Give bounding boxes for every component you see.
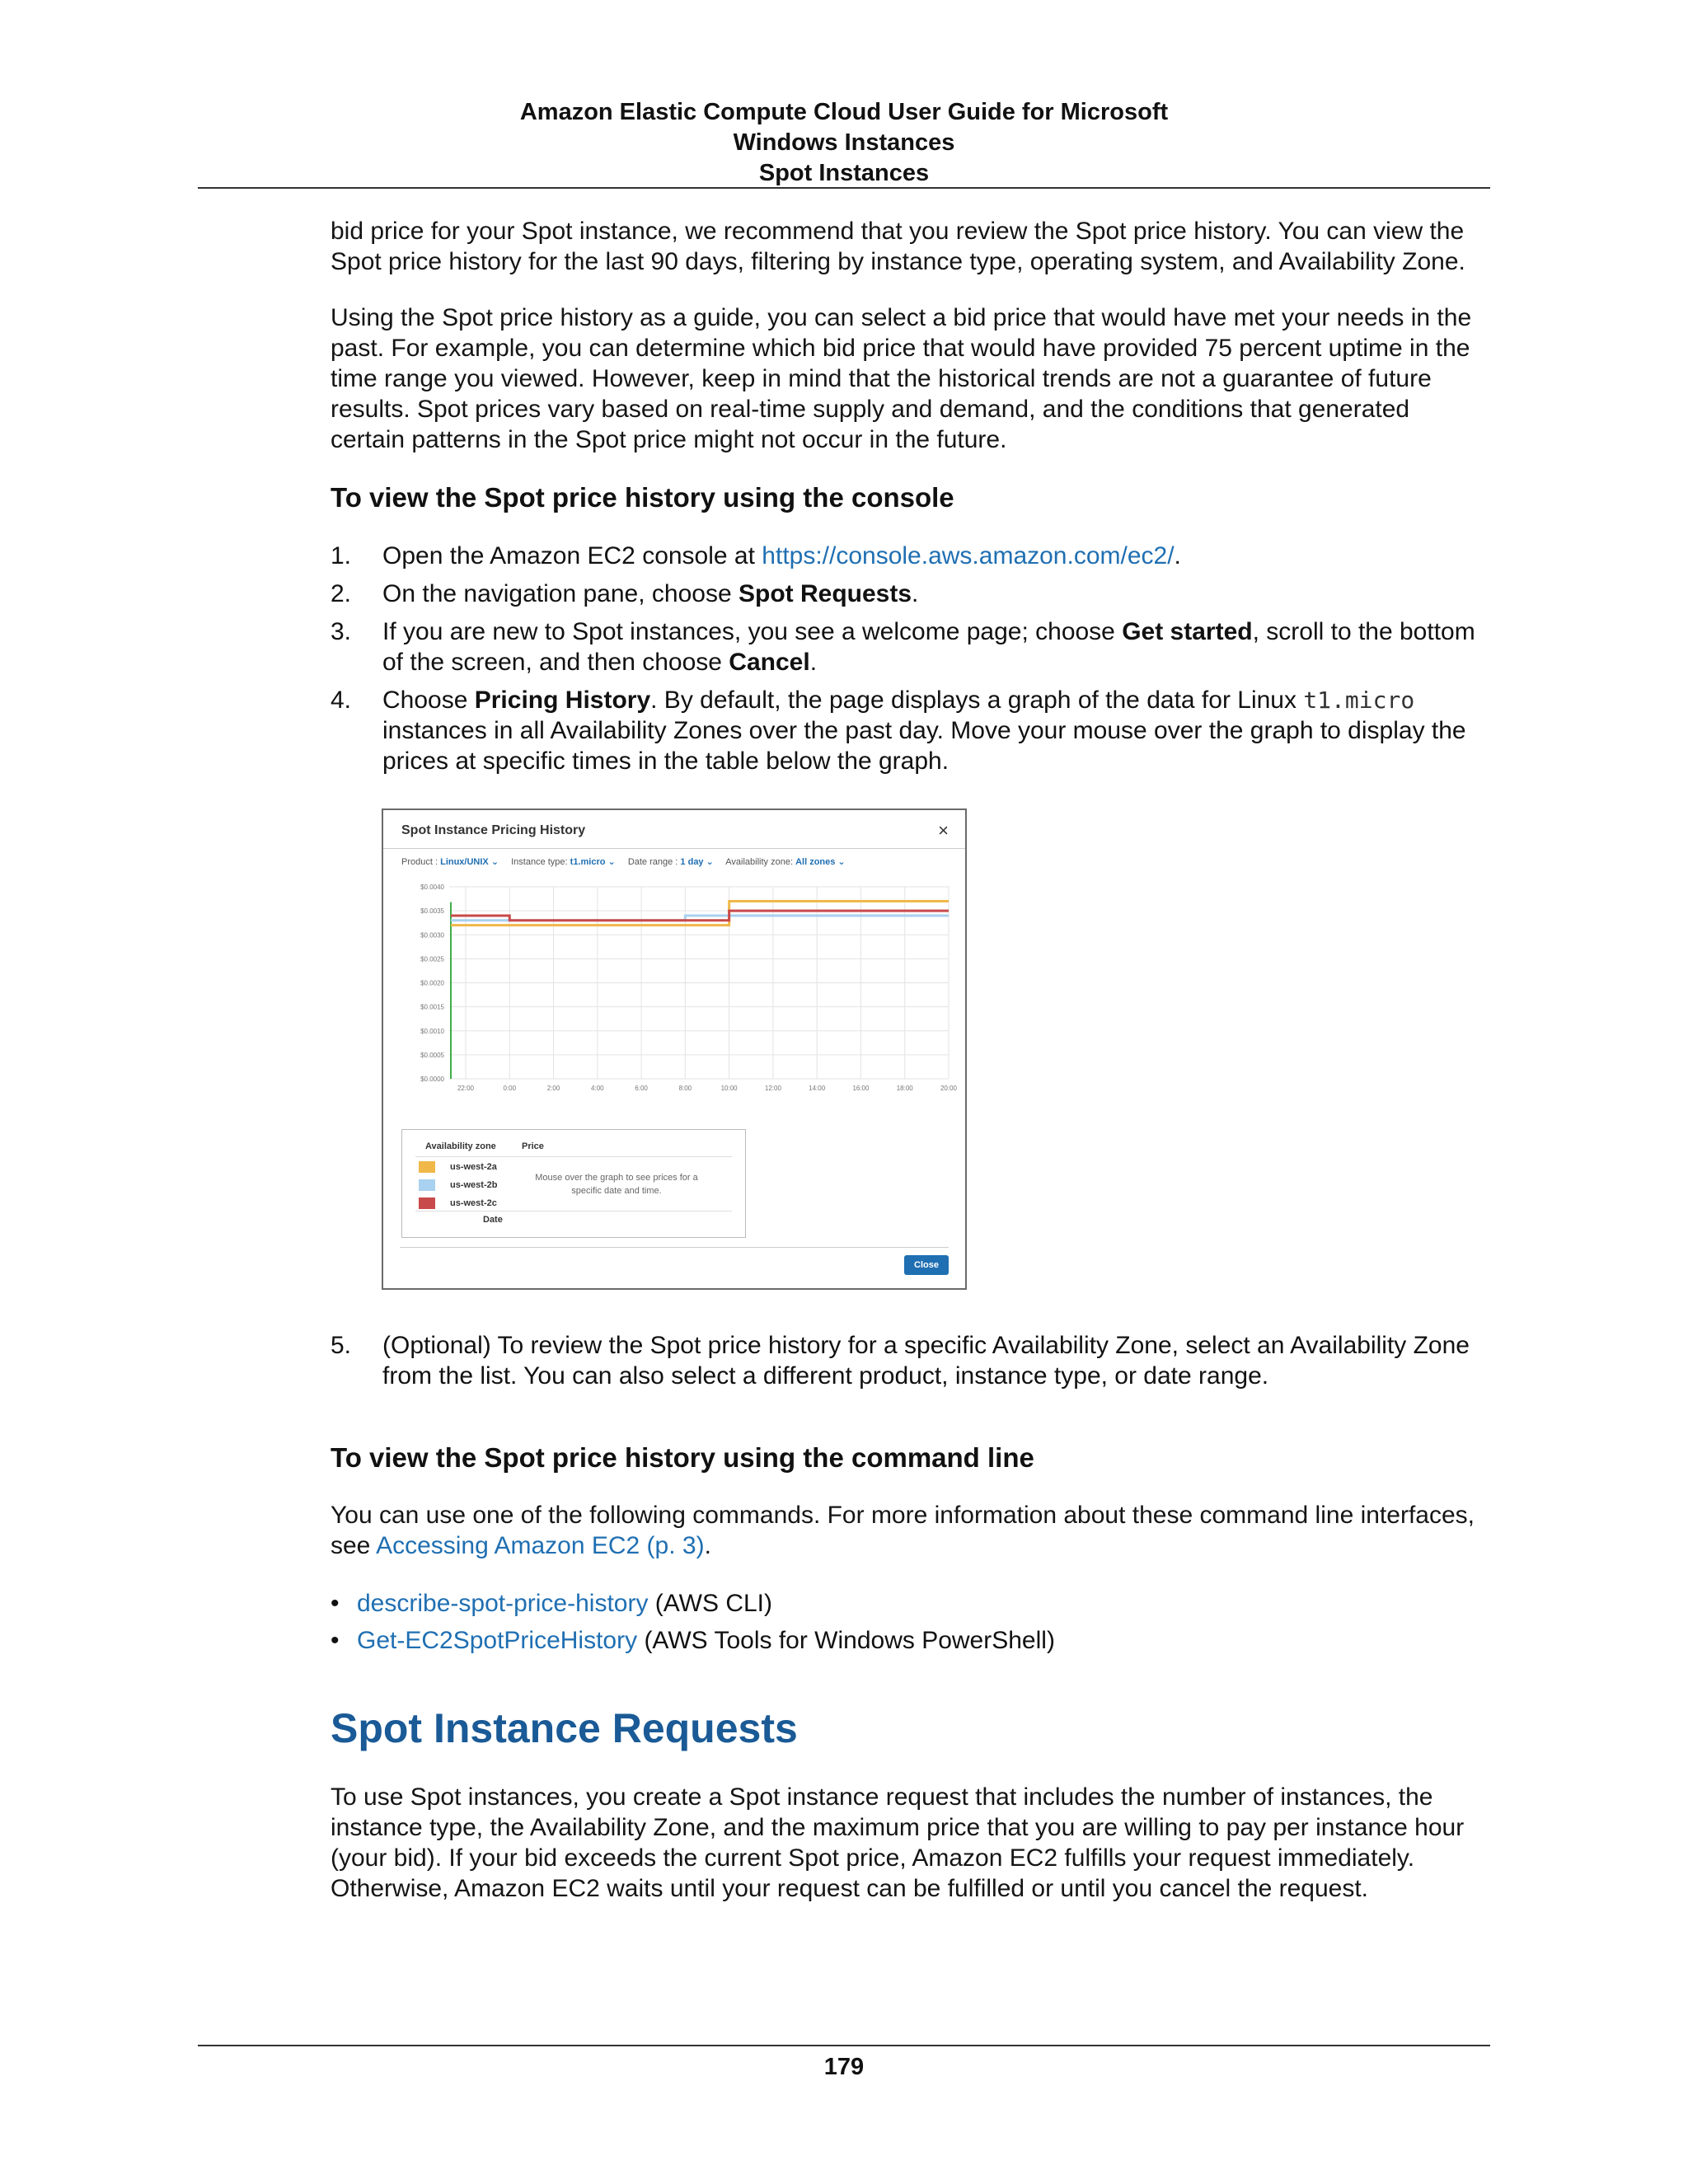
x-tick-label: 10:00 — [720, 1085, 738, 1092]
x-tick-label: 20:00 — [940, 1085, 958, 1092]
price-legend-table — [401, 1129, 746, 1238]
date-range-select[interactable]: 1 day ⌄ — [680, 857, 714, 867]
spot-requests-paragraph: To use Spot instances, you create a Spot instance request that includes the number of instances, the instance type, the Availability Zone, and the maximum price that you are willing to pay per instance hour (your bid). If your bid exceeds the current Spot price, Amazon EC2 fulfills your request immediately. Otherwise, Amazon EC2 waits until your request can be fulfilled or until you cancel the request. — [331, 1783, 1465, 1902]
x-tick-label: 12:00 — [764, 1085, 781, 1092]
step-3-number: 3. — [331, 618, 352, 645]
step-5-number: 5. — [331, 1332, 352, 1359]
legend-zone-us-west-2a: us-west-2a — [450, 1162, 497, 1172]
bullet-dot: • — [331, 1627, 340, 1654]
intro-paragraph-2: Using the Spot price history as a guide, you can select a bid price that would have met your needs in the past. For example, you can determine which bid price that would have provided 75 percent uptime in the time range you viewed. However, keep in mind that the historical trends are not a guarantee of future results. Spot prices vary based on real-time supply and demand, and the conditions that generated certain patterns in the Spot price might not occur in the future. — [331, 304, 1472, 453]
legend-hint-text: Mouse over the graph to see prices for a specific date and time. — [535, 1173, 698, 1196]
cli-bullet-2-text: (AWS Tools for Windows PowerShell) — [637, 1627, 1055, 1654]
step-4-code: t1.micro — [1303, 687, 1415, 714]
running-header — [0, 97, 1688, 189]
cli-section-heading: To view the Spot price history using the command line — [331, 1442, 1034, 1473]
step-1-number: 1. — [331, 542, 352, 569]
cli-intro-text: You can use one of the following commands. For more information about these command line interfaces, see — [331, 1502, 1475, 1559]
step-1-post: . — [1174, 542, 1181, 569]
get-ec2spotpricehistory-link[interactable]: Get-EC2SpotPriceHistory — [357, 1627, 638, 1654]
step-2-number: 2. — [331, 580, 352, 607]
cli-bullet-1-text: (AWS CLI) — [648, 1590, 773, 1617]
step-4-mid: . By default, the page displays a graph of the data for Linux — [650, 687, 1304, 714]
footer-rule — [198, 2045, 1490, 2046]
step-1-text: Open the Amazon EC2 console at — [382, 542, 762, 569]
y-tick-label: $0.0005 — [420, 1051, 444, 1059]
close-icon[interactable]: × — [938, 820, 949, 841]
date-range-label: Date range : — [627, 857, 678, 867]
legend-header-divider — [415, 1156, 732, 1157]
cli-intro-post: . — [704, 1532, 711, 1559]
legend-price-header: Price — [522, 1141, 544, 1151]
step-2-post: . — [912, 580, 919, 607]
close-button[interactable]: Close — [904, 1255, 949, 1275]
step-5-text: (Optional) To review the Spot price history for a specific Availability Zone, select an Availability Zone from the list. You can also select a different product, instance type, or date range. — [382, 1332, 1470, 1390]
step-4-post: instances in all Availability Zones over the past day. Move your mouse over the graph to display the prices at specific times in the table below the graph. — [382, 717, 1466, 775]
legend-zone-us-west-2c: us-west-2c — [450, 1198, 497, 1208]
page-number: 179 — [823, 2054, 865, 2080]
instance-type-select[interactable]: t1.micro ⌄ — [570, 857, 616, 867]
y-tick-label: $0.0035 — [420, 907, 444, 916]
y-tick-label: $0.0010 — [420, 1027, 444, 1035]
header-line-1: Amazon Elastic Compute Cloud User Guide for Microsoft — [519, 99, 1169, 125]
legend-zone-header: Availability zone — [425, 1141, 496, 1151]
header-rule — [198, 187, 1490, 189]
legend-date-label: Date — [483, 1215, 503, 1225]
y-tick-label: $0.0025 — [420, 955, 444, 963]
dialog-title: Spot Instance Pricing History — [401, 823, 586, 837]
y-tick-label: $0.0015 — [420, 1003, 444, 1011]
bullet-dot: • — [331, 1590, 340, 1617]
availability-zone-label: Availability zone: — [725, 857, 794, 867]
y-tick-label: $0.0000 — [420, 1076, 444, 1083]
x-tick-label: 18:00 — [896, 1085, 913, 1092]
spot-instance-requests-heading: Spot Instance Requests — [331, 1705, 798, 1751]
legend-zone-us-west-2b: us-west-2b — [450, 1180, 498, 1190]
describe-spot-price-history-link[interactable]: describe-spot-price-history — [357, 1590, 649, 1617]
pricing-history-dialog — [382, 808, 967, 1290]
y-tick-label: $0.0030 — [420, 931, 444, 940]
x-tick-label: 4:00 — [591, 1085, 604, 1092]
availability-zone-select[interactable]: All zones ⌄ — [795, 857, 846, 867]
step-3-bold-1: Get started — [1122, 618, 1253, 645]
step-3-post: . — [809, 649, 818, 676]
x-tick-label: 8:00 — [678, 1085, 692, 1092]
accessing-ec2-link[interactable]: Accessing Amazon EC2 (p. 3) — [376, 1532, 705, 1559]
intro-paragraph-1: bid price for your Spot instance, we recommend that you review the Spot price history. You can view the Spot price history for the last 90 days, filtering by instance type, operating system, and Availability Zone. — [331, 218, 1465, 275]
step-2-bold: Spot Requests — [738, 580, 912, 607]
legend-swatch-us-west-2c — [419, 1197, 435, 1209]
dialog-footer-divider — [400, 1247, 949, 1248]
step-3-mid: , scroll to the bottom of the screen, and then choose — [382, 618, 1475, 676]
x-tick-label: 2:00 — [546, 1085, 560, 1092]
x-tick-label: 6:00 — [635, 1085, 648, 1092]
console-section-heading: To view the Spot price history using the console — [331, 482, 954, 513]
y-tick-label: $0.0020 — [420, 979, 444, 987]
x-tick-label: 0:00 — [503, 1085, 517, 1092]
price-history-chart[interactable] — [383, 810, 965, 1132]
cli-intro-paragraph — [331, 1500, 1490, 1561]
ec2-console-link[interactable]: https://console.aws.amazon.com/ec2/ — [762, 542, 1175, 569]
y-tick-label: $0.0040 — [420, 883, 444, 891]
x-tick-label: 16:00 — [852, 1085, 870, 1092]
x-tick-label: 22:00 — [457, 1085, 475, 1092]
legend-swatch-us-west-2a — [419, 1161, 435, 1173]
step-4-text: Choose — [382, 687, 475, 714]
product-label: Product : — [401, 857, 438, 867]
legend-swatch-us-west-2b — [419, 1179, 435, 1191]
step-3-bold-2: Cancel — [729, 649, 810, 676]
product-select[interactable]: Linux/UNIX ⌄ — [440, 857, 499, 867]
instance-type-label: Instance type: — [511, 857, 568, 867]
header-line-3: Spot Instances — [758, 160, 930, 186]
x-tick-label: 14:00 — [809, 1085, 826, 1092]
step-4-number: 4. — [331, 687, 352, 714]
legend-date-divider — [415, 1211, 732, 1212]
step-3-text: If you are new to Spot instances, you see a welcome page; choose — [382, 618, 1123, 645]
step-4-bold: Pricing History — [474, 687, 651, 714]
header-line-2: Windows Instances — [733, 129, 955, 156]
step-2-text: On the navigation pane, choose — [382, 580, 738, 607]
